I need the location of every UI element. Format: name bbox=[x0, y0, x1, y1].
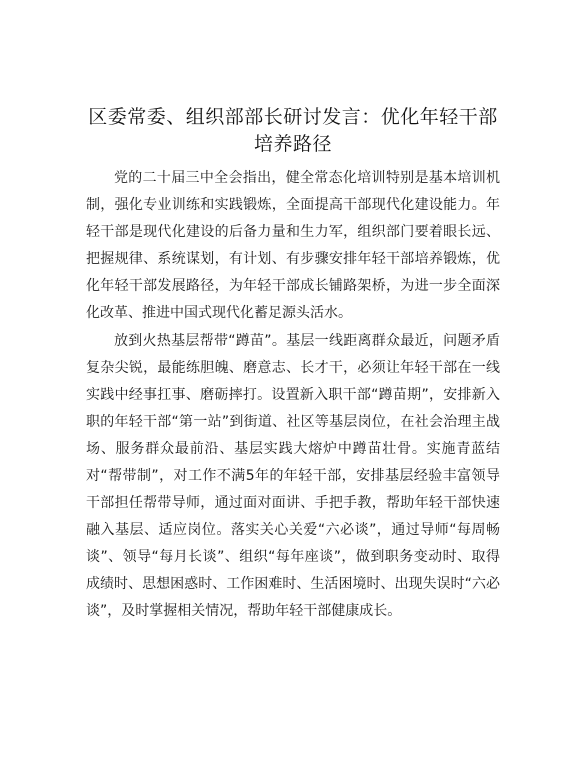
document-title: 区委常委、组织部部长研讨发言：优化年轻干部培养路径 bbox=[88, 106, 498, 155]
paragraph-grassroots-training: 放到火热基层帮带“蹲苗”。基层一线距离群众最近，问题矛盾复杂尖锐，最能练胆魄、磨意志、长才干，必须让年轻干部在一线实践中经事扛事、磨砺摔打。设置新入职干部“蹲苗期”，安排新入职的年轻干部“第一站”到街道、社区等基层岗位，在社会治理主战场、服务群众最前沿、基层实践大熔炉中蹲苗壮骨。实施青蓝结对“帮带制”，对工作不满5年的年轻干部，安排基层经验丰富领导干部担任帮带导师，通过面对面讲、手把手教，帮助年轻干部快速融入基层、适应岗位。落实关心关爱“六必谈”，通过导师“每周畅谈”、领导“每月长谈”、组织“每年座谈”，做到职务变动时、取得成绩时、思想困惑时、工作困难时、生活困境时、出现失误时“六必谈”，及时掌握相关情况，帮助年轻干部健康成长。 bbox=[86, 333, 500, 619]
paragraph-intro: 党的二十届三中全会指出，健全常态化培训特别是基本培训机制，强化专业训练和实践锻炼，全面提高干部现代化建设能力。年轻干部是现代化建设的后备力量和生力军，组织部门要着眼长远、把握规律、系统谋划，有计划、有步骤安排年轻干部培养锻炼，优化年轻干部发展路径，为年轻干部成长铺路架桥，为进一步全面深化改革、推进中国式现代化蓄足源头活水。 bbox=[86, 170, 500, 321]
